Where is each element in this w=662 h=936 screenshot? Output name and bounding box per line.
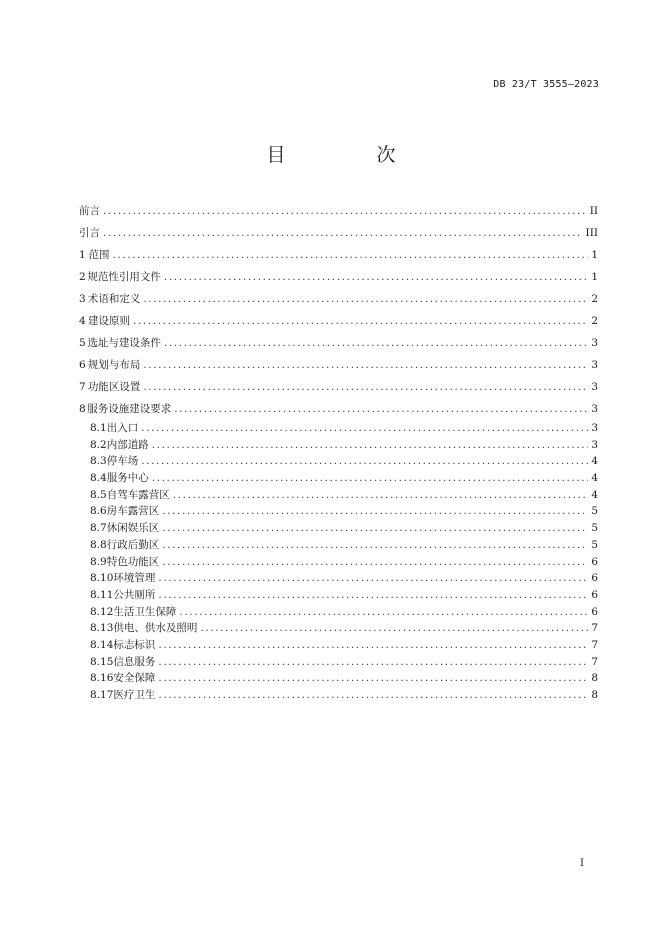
toc-page-number: 4 [591,455,598,468]
toc-entry-text: 前言 [79,205,100,217]
toc-entry-text: 规范性引用文件 [87,271,161,283]
toc-page-number: 6 [591,555,598,568]
toc-subentry-8-8[interactable] [79,537,598,554]
page-number: I [580,858,584,869]
toc-entry-number: 8.17 [90,689,114,701]
toc-page-number: 3 [591,337,598,349]
toc-entry-number: 8 [79,403,86,415]
toc-entry-text: 出入口 [106,422,139,434]
toc-entry-number: 8.15 [90,655,114,668]
toc-page-number: 1 [591,249,598,261]
toc-entry-text: 范围 [88,249,110,261]
toc-page-number: 2 [591,315,598,327]
toc-page-number: 4 [591,472,598,485]
toc-subentry-8-13[interactable] [79,620,598,637]
toc-leader-dots [141,453,588,470]
toc-leader-dots [200,620,588,637]
toc-entry-number: 3 [79,293,86,305]
toc-entry-number: 6 [79,359,86,371]
toc-page-number: II [589,205,598,217]
toc-entry-text: 服务设施建设要求 [87,403,172,415]
toc-entry-text: 建设原则 [88,315,131,327]
toc-entry-number: 8.1 [90,422,107,434]
toc-entry-number: 1 [79,249,86,261]
toc-entry-text: 休闲娱乐区 [106,522,160,535]
toc-subentry-8-15[interactable] [79,654,598,671]
toc-subentry-8-6[interactable] [79,503,598,520]
toc-leader-dots [162,503,588,520]
toc-entry-text: 供电、供水及照明 [113,622,198,635]
page-title: 目 次 [266,144,432,166]
toc-entry-number: 8.7 [90,522,107,535]
table-of-contents [79,200,598,704]
toc-entry-number: 4 [79,315,86,327]
toc-page-number: 6 [591,605,598,618]
toc-leader-dots [143,376,588,398]
toc-leader-dots [103,222,583,244]
toc-leader-dots [162,520,588,537]
toc-entry-text: 公共厕所 [113,588,156,601]
document-code: DB 23/T 3555—2023 [493,79,599,90]
toc-leader-dots [141,420,588,437]
toc-page-number: 5 [591,522,598,535]
toc-page-number: 6 [591,588,598,601]
toc-leader-dots [158,570,588,587]
toc-entry-introduction[interactable] [79,222,598,244]
toc-entry-text: 功能区设置 [87,381,141,393]
toc-entry-text: 自驾车露营区 [106,488,170,501]
toc-leader-dots [143,354,588,376]
toc-subentry-8-9[interactable] [79,554,598,571]
toc-subentry-8-7[interactable] [79,520,598,537]
toc-page-number: 3 [591,438,598,451]
toc-entry-text: 环境管理 [113,572,156,585]
toc-subentry-8-17[interactable] [79,687,598,704]
toc-entry-number: 8.2 [90,438,107,451]
toc-leader-dots [173,487,589,504]
toc-subentry-8-2[interactable] [79,437,598,454]
toc-entry-number: 8.8 [90,538,107,551]
toc-entry-2[interactable] [79,266,598,288]
toc-leader-dots [158,670,588,687]
toc-entry-number: 8.6 [90,505,107,518]
toc-entry-text: 标志标识 [113,638,156,651]
toc-leader-dots [158,654,588,671]
toc-entry-text: 内部道路 [106,438,149,451]
toc-page-number: 5 [591,538,598,551]
toc-entry-number: 8.3 [90,455,107,468]
toc-page-number: 3 [591,422,598,434]
toc-leader-dots [162,537,588,554]
toc-entry-text: 生活卫生保障 [113,605,177,618]
toc-subentry-8-4[interactable] [79,470,598,487]
toc-leader-dots [164,266,588,288]
toc-leader-dots [103,200,587,222]
toc-leader-dots [179,604,588,621]
toc-entry-text: 特色功能区 [106,555,160,568]
toc-entry-text: 服务中心 [106,472,149,485]
toc-page-number: III [585,227,598,239]
toc-page-number: 7 [591,655,598,668]
toc-entry-text: 医疗卫生 [113,689,156,701]
toc-entry-4[interactable] [79,310,598,332]
toc-page-number: 3 [591,403,598,415]
toc-entry-number: 8.4 [90,472,107,485]
toc-entry-number: 8.16 [90,672,114,685]
toc-entry-text: 规划与布局 [87,359,141,371]
toc-entry-1[interactable] [79,244,598,266]
toc-entry-7[interactable] [79,376,598,398]
toc-page-number: 7 [591,638,598,651]
toc-subentry-8-11[interactable] [79,587,598,604]
toc-page-number: 3 [591,359,598,371]
toc-entry-text: 引言 [79,227,100,239]
toc-page-number: 6 [591,572,598,585]
toc-entry-number: 8.14 [90,638,114,651]
toc-subentry-8-14[interactable] [79,637,598,654]
toc-leader-dots [158,587,588,604]
toc-entry-number: 8.5 [90,488,107,501]
toc-entry-number: 8.10 [90,572,114,585]
toc-subentry-8-12[interactable] [79,604,598,621]
toc-page-number: 1 [591,271,598,283]
toc-page-number: 8 [591,689,598,701]
toc-entry-5[interactable] [79,332,598,354]
toc-entry-text: 行政后勤区 [106,538,160,551]
toc-leader-dots [152,470,589,487]
toc-leader-dots [143,288,588,310]
toc-page-number: 4 [591,488,598,501]
toc-subentry-8-10[interactable] [79,570,598,587]
toc-entry-text: 房车露营区 [106,505,160,518]
toc-entry-text: 停车场 [106,455,139,468]
toc-subentry-8-3[interactable] [79,453,598,470]
toc-entry-number: 8.12 [90,605,114,618]
toc-page-number: 7 [591,622,598,635]
toc-entry-3[interactable] [79,288,598,310]
toc-leader-dots [152,437,589,454]
toc-subentry-8-5[interactable] [79,487,598,504]
toc-entry-number: 5 [79,337,86,349]
toc-entry-number: 8.9 [90,555,107,568]
toc-page-number: 8 [591,672,598,685]
toc-leader-dots [112,244,588,266]
toc-subentry-8-16[interactable] [79,670,598,687]
toc-leader-dots [174,398,588,420]
toc-entry-text: 选址与建设条件 [87,337,161,349]
toc-entry-number: 2 [79,271,86,283]
toc-leader-dots [164,332,588,354]
toc-page-number: 5 [591,505,598,518]
toc-entry-text: 安全保障 [113,672,156,685]
toc-entry-6[interactable] [79,354,598,376]
toc-entry-foreword[interactable] [79,200,598,222]
toc-entry-text: 信息服务 [113,655,156,668]
toc-leader-dots [133,310,588,332]
toc-entry-number: 8.11 [90,588,114,601]
toc-subentry-8-1[interactable] [79,420,598,437]
toc-page-number: 2 [591,293,598,305]
toc-entry-number: 8.13 [90,622,114,635]
toc-leader-dots [162,554,588,571]
toc-leader-dots [158,637,588,654]
toc-leader-dots [158,687,588,704]
toc-page-number: 3 [591,381,598,393]
toc-entry-number: 7 [79,381,86,393]
toc-entry-8[interactable] [79,398,598,420]
toc-entry-text: 术语和定义 [87,293,141,305]
